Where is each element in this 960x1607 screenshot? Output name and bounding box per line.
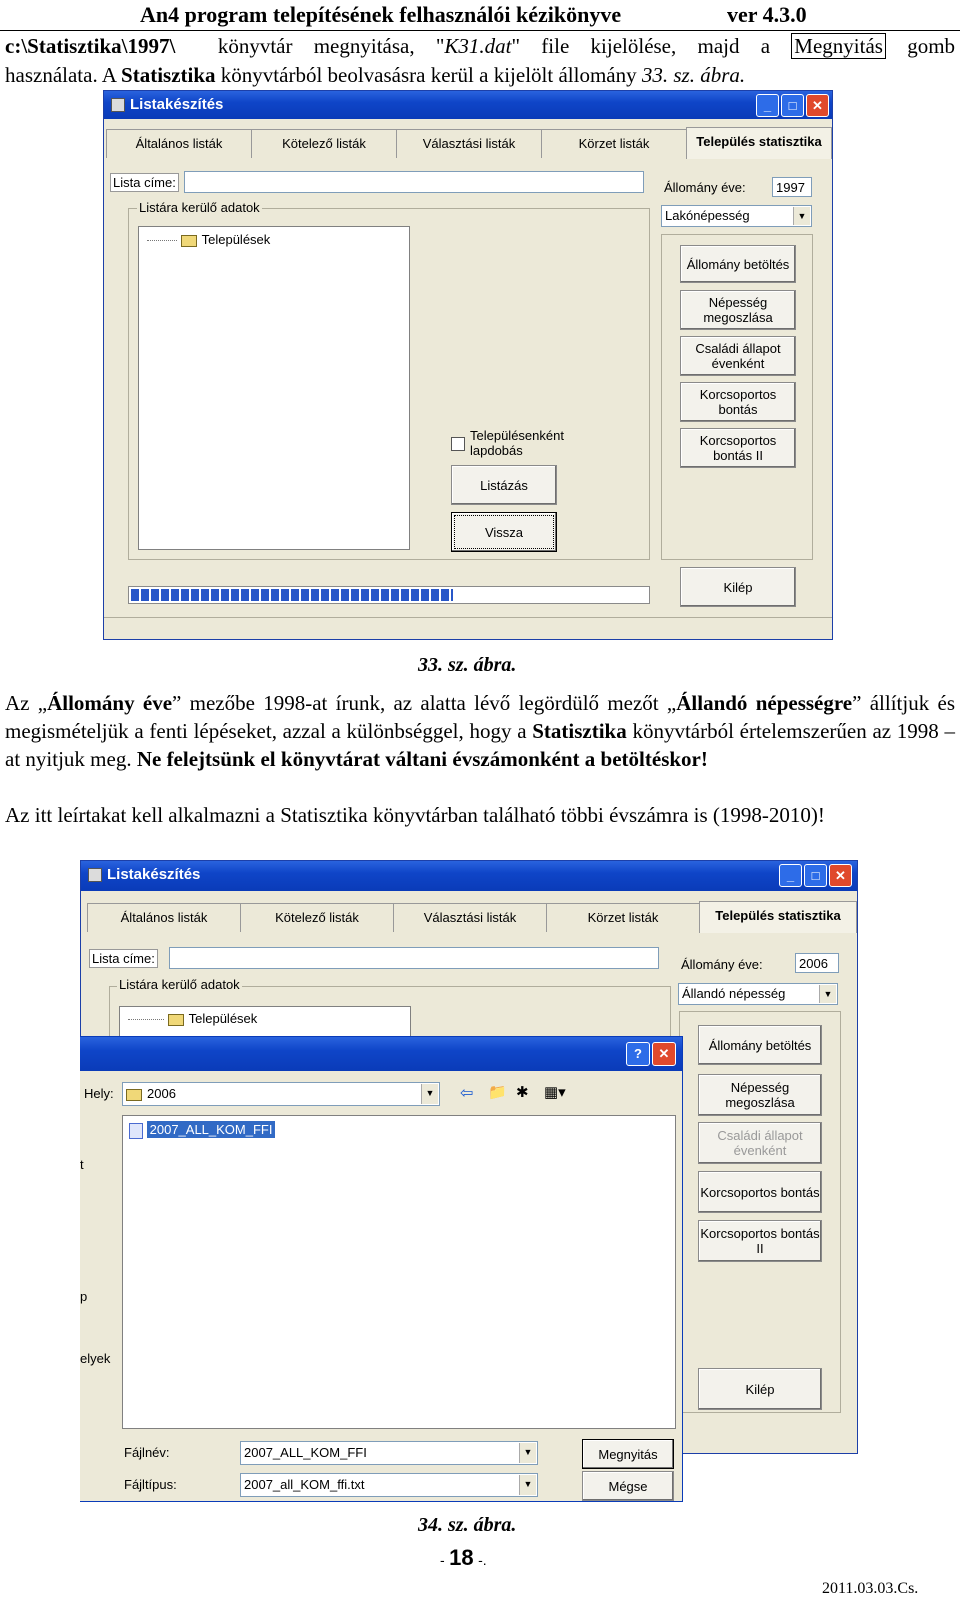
filetype-label: Fájltípus: <box>124 1477 177 1492</box>
para2-b4: Ne felejtsünk el könyvtárat váltani évszámonként a betöltéskor! <box>136 747 708 771</box>
age-group-2-button[interactable]: Korcsoportos bontás II <box>680 428 796 468</box>
para2-b3: Statisztika <box>532 719 627 743</box>
tree-connector <box>147 240 177 241</box>
chevron-down-icon[interactable]: ▼ <box>819 985 836 1003</box>
page-num: 18 <box>449 1545 474 1570</box>
year-label: Állomány éve: <box>664 180 746 195</box>
filename-label: Fájlnév: <box>124 1445 170 1460</box>
tree-connector <box>128 1019 164 1020</box>
list-title-input[interactable] <box>184 171 644 193</box>
filename-value: 2007_ALL_KOM_FFI <box>244 1445 367 1460</box>
back-button[interactable]: Vissza <box>451 512 557 552</box>
chevron-down-icon[interactable]: ▼ <box>519 1475 536 1495</box>
minimize-icon[interactable]: _ <box>779 864 802 887</box>
load-file-button[interactable]: Állomány betöltés <box>698 1025 822 1065</box>
doc-version: ver 4.3.0 <box>727 2 807 27</box>
close-icon[interactable]: ✕ <box>829 864 852 887</box>
tab-telepules-statisztika[interactable]: Település statisztika <box>699 901 857 933</box>
folder-icon <box>181 235 197 247</box>
age-group-2-button[interactable]: Korcsoportos bontás II <box>698 1220 822 1262</box>
file-list[interactable] <box>122 1115 676 1429</box>
tab-altalanos[interactable]: Általános listák <box>87 903 241 932</box>
population-combo[interactable] <box>678 983 838 1005</box>
file-item[interactable] <box>129 1122 275 1139</box>
population-split-button[interactable]: Népesség megoszlása <box>698 1074 822 1116</box>
population-combo[interactable] <box>661 205 812 227</box>
location-combo[interactable] <box>122 1082 440 1106</box>
app-icon <box>88 868 102 882</box>
load-file-button[interactable]: Állomány betöltés <box>680 245 796 283</box>
chevron-down-icon[interactable]: ▼ <box>519 1443 536 1463</box>
age-group-button[interactable]: Korcsoportos bontás <box>698 1171 822 1213</box>
page-break-checkbox[interactable] <box>451 437 465 451</box>
family-status-button[interactable]: Családi állapot évenként <box>698 1122 822 1164</box>
para2-b1: Állomány éve <box>47 691 173 715</box>
figure-caption-34: 34. sz. ábra. <box>418 1514 517 1536</box>
list-title-label: Lista címe: <box>89 949 158 968</box>
app-icon <box>111 98 125 112</box>
population-combo-value: Lakónépesség <box>665 208 750 223</box>
folder-icon <box>126 1089 142 1101</box>
para2-a3: ” állítjuk és megismételjük a fenti lépéseket, azzal a különbséggel, hogy a <box>5 691 955 743</box>
page-prefix: - <box>440 1552 445 1568</box>
year-input[interactable]: 1997 <box>772 177 812 197</box>
window1-titlebar <box>104 91 832 119</box>
maximize-icon[interactable]: □ <box>804 864 827 887</box>
window1-title: Listakészítés <box>130 96 224 113</box>
intro-line2-a: használata. A <box>5 63 116 87</box>
intro-path: c:\Statisztika\1997\ <box>5 34 176 58</box>
listakeszites-window-1 <box>103 90 833 640</box>
para2-b2: Állandó népességre <box>676 691 853 715</box>
file-icon <box>129 1123 143 1139</box>
family-status-button[interactable]: Családi állapot évenként <box>680 336 796 376</box>
up-folder-icon[interactable]: 📁 <box>488 1084 507 1101</box>
intro-line-1 <box>5 32 955 60</box>
chevron-down-icon[interactable]: ▼ <box>793 207 810 225</box>
exit-button[interactable]: Kilép <box>680 567 796 607</box>
intro-file: K31.dat <box>444 34 512 58</box>
tree-item[interactable] <box>128 1011 257 1026</box>
cut-label-2: p <box>80 1289 88 1304</box>
tab-korzet[interactable]: Körzet listák <box>546 903 700 932</box>
figure-caption-33: 33. sz. ábra. <box>418 654 517 676</box>
maximize-icon[interactable]: □ <box>781 94 804 117</box>
window2-title: Listakészítés <box>107 866 201 883</box>
settlement-tree[interactable] <box>138 226 410 550</box>
location-value: 2006 <box>147 1086 176 1101</box>
para2-a2: ” mezőbe 1998-at írunk, az alatta lévő legördülő mezőt „ <box>172 691 677 715</box>
tab-korzet[interactable]: Körzet listák <box>541 129 687 158</box>
population-split-button[interactable]: Népesség megoszlása <box>680 290 796 330</box>
page-number <box>440 1545 487 1571</box>
minimize-icon[interactable]: _ <box>756 94 779 117</box>
close-icon[interactable]: ✕ <box>652 1042 676 1066</box>
intro-text-3: gomb <box>907 34 956 58</box>
progress-bar <box>128 586 650 604</box>
close-icon[interactable]: ✕ <box>806 94 829 117</box>
footer-date: 2011.03.03.Cs. <box>822 1580 919 1597</box>
intro-line2-ref: 33. sz. ábra. <box>641 63 746 87</box>
page-break-label: Településenként lapdobás <box>470 428 564 458</box>
exit-button[interactable]: Kilép <box>698 1368 822 1410</box>
open-button[interactable]: Megnyitás <box>582 1439 674 1469</box>
list-data-label: Listára kerülő adatok <box>119 977 240 992</box>
file-item-label: 2007_ALL_KOM_FFI <box>147 1121 276 1138</box>
year-label: Állomány éve: <box>681 957 763 972</box>
age-group-button[interactable]: Korcsoportos bontás <box>680 382 796 422</box>
cut-label-1: t <box>80 1157 84 1172</box>
window2-titlebar <box>81 861 857 891</box>
help-icon[interactable]: ? <box>626 1042 650 1066</box>
year-input[interactable]: 2006 <box>795 953 839 973</box>
tree-item-label: Települések <box>201 232 271 247</box>
folder-icon <box>168 1014 184 1026</box>
filetype-value: 2007_all_KOM_ffi.txt <box>244 1477 365 1492</box>
list-button[interactable]: Listázás <box>451 465 557 505</box>
population-combo-value: Állandó népesség <box>682 986 786 1001</box>
location-label: Hely: <box>84 1086 114 1101</box>
list-title-input[interactable] <box>169 947 659 969</box>
tab-valasztasi[interactable]: Választási listák <box>396 129 542 158</box>
para2-a1: Az „ <box>5 691 48 715</box>
intro-line2-bold: Statisztika <box>121 63 216 87</box>
intro-text-2: " file kijelölése, majd a <box>511 34 771 58</box>
back-icon[interactable]: ⇦ <box>460 1085 474 1102</box>
filetype-combo[interactable] <box>240 1473 538 1497</box>
intro-text-1: könyvtár megnyitása, " <box>217 34 445 58</box>
view-menu-icon[interactable]: ▦▾ <box>544 1084 566 1101</box>
dialog-titlebar <box>80 1037 682 1071</box>
tab-telepules-statisztika[interactable]: Település statisztika <box>686 127 832 159</box>
intro-line2-b: könyvtárból beolvasásra kerül a kijelölt állomány <box>220 63 637 87</box>
progress-fill <box>131 589 453 601</box>
cut-label-3: elyek <box>80 1351 111 1366</box>
tree-item-label: Települések <box>188 1011 258 1026</box>
cancel-button[interactable]: Mégse <box>582 1471 674 1501</box>
open-file-dialog <box>80 1036 683 1502</box>
status-divider <box>104 617 832 618</box>
tree-item[interactable] <box>147 232 270 247</box>
tab-altalanos[interactable]: Általános listák <box>106 129 252 158</box>
apply-paragraph: Az itt leírtakat kell alkalmazni a Statisztika könyvtárban található többi évszámra is (1998-2010)! <box>5 803 825 827</box>
tab-valasztasi[interactable]: Választási listák <box>393 903 547 932</box>
list-data-label: Listára kerülő adatok <box>139 200 260 215</box>
chevron-down-icon[interactable]: ▼ <box>421 1084 438 1104</box>
tab-kotelezo[interactable]: Kötelező listák <box>240 903 394 932</box>
doc-title: An4 program telepítésének felhasználói kézikönyve <box>140 2 622 27</box>
instruction-paragraph <box>5 689 955 773</box>
intro-line-2 <box>5 61 955 89</box>
list-title-label: Lista címe: <box>110 173 179 192</box>
new-folder-icon[interactable]: ✱ <box>516 1084 529 1101</box>
page-suffix: -. <box>478 1552 487 1568</box>
tab-kotelezo[interactable]: Kötelező listák <box>251 129 397 158</box>
filename-input[interactable] <box>240 1441 538 1465</box>
intro-button-word: Megnyitás <box>791 33 886 59</box>
para2-a4: könyvtárból értelemszerűen az 1998 –at nyitjuk meg. <box>5 719 956 771</box>
